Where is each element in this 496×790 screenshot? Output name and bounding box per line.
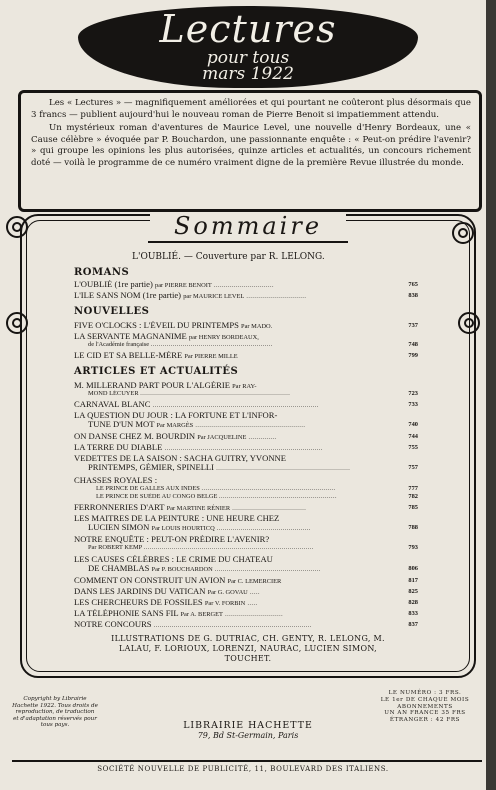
entry-title: DANS LES JARDINS DU VATICAN <box>74 587 206 596</box>
toc-entry: FERRONNERIES D'ART Par MARTINE RÉNIER ..................................... 785 <box>74 503 418 512</box>
toc-entry: LA SERVANTE MAGNANIME par HENRY BORDEAUX, de l'Académie française ............................................................. 748 <box>74 332 418 348</box>
entry-page: 785 <box>408 504 418 511</box>
entry-page: 740 <box>408 421 418 428</box>
entry-title: LA QUESTION DU JOUR : LA FORTUNE ET L'INFOR- <box>74 411 278 420</box>
entry-title: LES CAUSES CÉLÈBRES : LE CRIME DU CHATEAU <box>74 555 273 564</box>
toc-entry <box>74 321 418 330</box>
swirl-ornament-icon <box>458 312 480 334</box>
entry-author: Par ROBERT KEMP <box>88 544 142 551</box>
entry-title: ON DANSE CHEZ M. BOURDIN <box>74 432 196 441</box>
entry-title: VEDETTES DE LA SAISON : SACHA GUITRY, YVONNE <box>74 454 286 463</box>
swirl-ornament-icon <box>452 222 474 244</box>
publisher-address: 79, Bd St-Germain, Paris <box>197 731 299 740</box>
entry-author-cont: MOND LÉCUYER <box>88 390 139 397</box>
entry-author: Par MARTINE RÉNIER <box>166 505 231 512</box>
magazine-subtitle: pour tous <box>206 48 290 68</box>
swirl-ornament-icon <box>6 216 28 238</box>
toc-entry: LES CAUSES CÉLÈBRES : LE CRIME DU CHATEAU DE CHAMBLAS Par P. BOUCHARDON ..................................................... 806 <box>74 555 418 573</box>
cover-credit: L'OUBLIÉ. — Couverture par R. LELONG. <box>132 252 325 262</box>
entry-title-cont: DE CHAMBLAS <box>88 564 150 573</box>
toc-entry: NOTRE CONCOURS ............................................................................... 837 <box>74 620 418 629</box>
entry-title: FIVE O'CLOCKS : L'ÉVEIL DU PRINTEMPS <box>74 321 239 330</box>
entry-title: L'OUBLIÉ (1re partie) <box>74 280 153 289</box>
entry-title: FERRONNERIES D'ART <box>74 503 165 512</box>
toc-entry: LA QUESTION DU JOUR : LA FORTUNE ET L'INFOR- TUNE D'UN MOT Par MARGÈS ....................................................... 740 <box>74 411 418 429</box>
entry-title: L'ILE SANS NOM (1re partie) <box>74 291 182 300</box>
entry-title: NOTRE CONCOURS <box>74 620 152 629</box>
entry-page: 733 <box>408 401 418 408</box>
entry-page: 765 <box>408 281 418 288</box>
entry-author: Par MARGÈS <box>156 422 194 429</box>
entry-title: LA TÉLÉPHONIE SANS FIL <box>74 609 179 618</box>
entry-author: par PIERRE BENOIT <box>155 282 212 289</box>
entry-title: LA SERVANTE MAGNANIME <box>74 332 187 341</box>
intro-paragraph-2: Un mystérieux roman d'aventures de Maurice Level, une nouvelle d'Henry Bordeaux, une « Cause célèbre » évoquée par P. Bouchardon, une passionnante enquête : « Peut-on prédire l'avenir? » qui groupe les opinions les plus autorisées, quinze articles et actualités, un concours richement doté — voilà le programme de ce numéro vraiment digne de la première Revue illustrée du monde. <box>31 123 471 168</box>
price-issue: LE NUMÉRO : 3 FRS. <box>388 690 462 696</box>
entry-author: Par RAY- <box>232 383 257 390</box>
entry-title: NOTRE ENQUÊTE : PEUT-ON PRÉDIRE L'AVENIR? <box>74 535 270 544</box>
entry-page: 837 <box>408 621 418 628</box>
issue-date: mars 1922 <box>202 64 294 84</box>
entry-title: CHASSES ROYALES : <box>74 476 158 485</box>
toc-entry: LES CHERCHEURS DE FOSSILES Par V. FORBIN ..... 828 <box>74 598 418 607</box>
entry-author: Par LOUIS HOURTICQ <box>151 525 215 532</box>
entry-title: COMMENT ON CONSTRUIT UN AVION <box>74 576 226 585</box>
entry-title: LES MAITRES DE LA PEINTURE : UNE HEURE CHEZ <box>74 514 280 523</box>
title-banner <box>78 6 418 88</box>
entry-page: 817 <box>408 577 418 584</box>
section-romans: ROMANS <box>74 267 130 278</box>
intro-paragraph-1: Les « Lectures » — magnifiquement améliorées et qui pourtant ne coûteront plus désormais que 3 francs — publient aujourd'hui le nouveau roman de Pierre Benoit si impatiemment attendu. <box>31 98 471 120</box>
entry-title-cont: LUCIEN SIMON <box>88 523 150 532</box>
entry-title: M. MILLERAND PART POUR L'ALGÉRIE <box>74 381 230 390</box>
entry-page: 723 <box>408 390 418 397</box>
entry-author: Par JACQUELINE <box>197 434 247 441</box>
entry-title-cont: TUNE D'UN MOT <box>88 420 155 429</box>
toc-entry: M. MILLERAND PART POUR L'ALGÉRIE Par RAY- MOND LÉCUYER ........................................................................... 723 <box>74 381 418 397</box>
copyright-notice: Copyright by Librairie Hachette 1922. Tous droits de reproduction, de traduction et d'adaptation réservés pour tous pays. <box>12 696 98 729</box>
toc-entry: CARNAVAL BLANC ................................................................................... 733 <box>74 400 418 409</box>
entry-page: 799 <box>408 352 418 359</box>
binding-edge <box>486 0 496 790</box>
entry-subtitle: LE PRINCE DE GALLES AUX INDES <box>96 485 200 492</box>
entry-page: 788 <box>408 524 418 531</box>
price-schedule: LE 1er DE CHAQUE MOIS <box>380 696 470 703</box>
price-subscriptions: ABONNEMENTS <box>397 703 453 710</box>
sommaire-heading: Sommaire <box>150 212 346 240</box>
toc-entry <box>74 576 418 585</box>
magazine-title: Lectures <box>159 7 337 51</box>
entry-page: 825 <box>408 588 418 595</box>
entry-author: par HENRY BORDEAUX, <box>188 334 259 341</box>
entry-title: CARNAVAL BLANC <box>74 400 151 409</box>
entry-page: 737 <box>408 322 418 329</box>
entry-author: Par V. FORBIN <box>204 600 246 607</box>
toc-entry <box>74 351 418 360</box>
entry-author: Par PIERRE MILLE <box>184 353 238 360</box>
footer-rule <box>12 760 482 762</box>
swirl-ornament-icon <box>6 312 28 334</box>
toc-entry: NOTRE ENQUÊTE : PEUT-ON PRÉDIRE L'AVENIR? Par ROBERT KEMP ..................................................................................... 793 <box>74 535 418 551</box>
toc-entry: L'OUBLIÉ (1re partie) par PIERRE BENOIT .............................. 765 <box>74 280 418 289</box>
entry-title: LA TERRE DU DIABLE <box>74 443 163 452</box>
entry-page: 777 <box>408 485 418 492</box>
publisher-block <box>150 720 346 741</box>
toc-entry: DANS LES JARDINS DU VATICAN Par G. GOVAU ..... 825 <box>74 587 418 596</box>
heading-rule <box>148 241 348 243</box>
toc-entry: LA TERRE DU DIABLE ............................................................................... 755 <box>74 443 418 452</box>
toc-entry: L'ILE SANS NOM (1re partie) par MAURICE LEVEL .............................. 838 <box>74 291 418 300</box>
toc-entry: LES MAITRES DE LA PEINTURE : UNE HEURE CHEZ LUCIEN SIMON Par LOUIS HOURTICQ ............................................... 788 <box>74 514 418 532</box>
toc-entry: ON DANSE CHEZ M. BOURDIN Par JACQUELINE .............. 744 <box>74 432 418 441</box>
section-articles: ARTICLES ET ACTUALITÉS <box>74 366 239 377</box>
entry-page: 744 <box>408 433 418 440</box>
entry-page: 755 <box>408 444 418 451</box>
illustration-credits: ILLUSTRATIONS DE G. DUTRIAC, CH. GENTY, R. LELONG, M. LALAU, F. LORIOUX, LORENZI, NAURAC, LUCIEN SIMON, TOUCHET. <box>111 634 385 663</box>
entry-author-note: de l'Académie française <box>88 341 150 348</box>
entry-page: 833 <box>408 610 418 617</box>
entry-page: 782 <box>408 493 418 500</box>
toc-entry: LA TÉLÉPHONIE SANS FIL Par A. BERGET ............................. 833 <box>74 609 418 618</box>
price-box <box>370 690 480 724</box>
section-nouvelles: NOUVELLES <box>74 306 150 317</box>
entry-title: LES CHERCHEURS DE FOSSILES <box>74 598 203 607</box>
price-france: UN AN FRANCE 35 FRS <box>384 710 466 717</box>
publisher-name: LIBRAIRIE HACHETTE <box>183 720 313 731</box>
entry-page: 828 <box>408 599 418 606</box>
entry-title-cont: PRINTEMPS, GÉMIER, SPINELLI <box>88 463 215 472</box>
entry-author: Par G. GOVAU <box>207 589 248 596</box>
entry-author: Par A. BERGET <box>180 611 223 618</box>
advertising-footer: SOCIÉTÉ NOUVELLE DE PUBLICITÉ, 11, BOULEVARD DES ITALIENS. <box>97 765 389 773</box>
entry-page: 806 <box>408 565 418 572</box>
entry-title: LE CID ET SA BELLE-MÈRE <box>74 351 183 360</box>
toc-entry: CHASSES ROYALES : LE PRINCE DE GALLES AUX INDES ................................................................... 777 LE PRINCE DE SUÈDE AU CONGO BELGE ........................................................... 782 <box>74 476 418 500</box>
entry-author: par MAURICE LEVEL <box>183 293 245 300</box>
entry-subtitle: LE PRINCE DE SUÈDE AU CONGO BELGE <box>96 493 218 500</box>
price-abroad: ÉTRANGER : 42 FRS <box>389 717 461 724</box>
entry-page: 838 <box>408 292 418 299</box>
entry-page: 757 <box>408 464 418 471</box>
entry-author: Par MADO. <box>241 323 273 330</box>
entry-page: 748 <box>408 341 418 348</box>
intro-box <box>18 90 482 212</box>
entry-page: 793 <box>408 544 418 551</box>
toc-entry: VEDETTES DE LA SAISON : SACHA GUITRY, YVONNE PRINTEMPS, GÉMIER, SPINELLI ................................................................... 757 <box>74 454 418 472</box>
entry-author: Par P. BOUCHARDON <box>151 566 213 573</box>
entry-author: Par C. LEMERCIER <box>227 578 282 585</box>
